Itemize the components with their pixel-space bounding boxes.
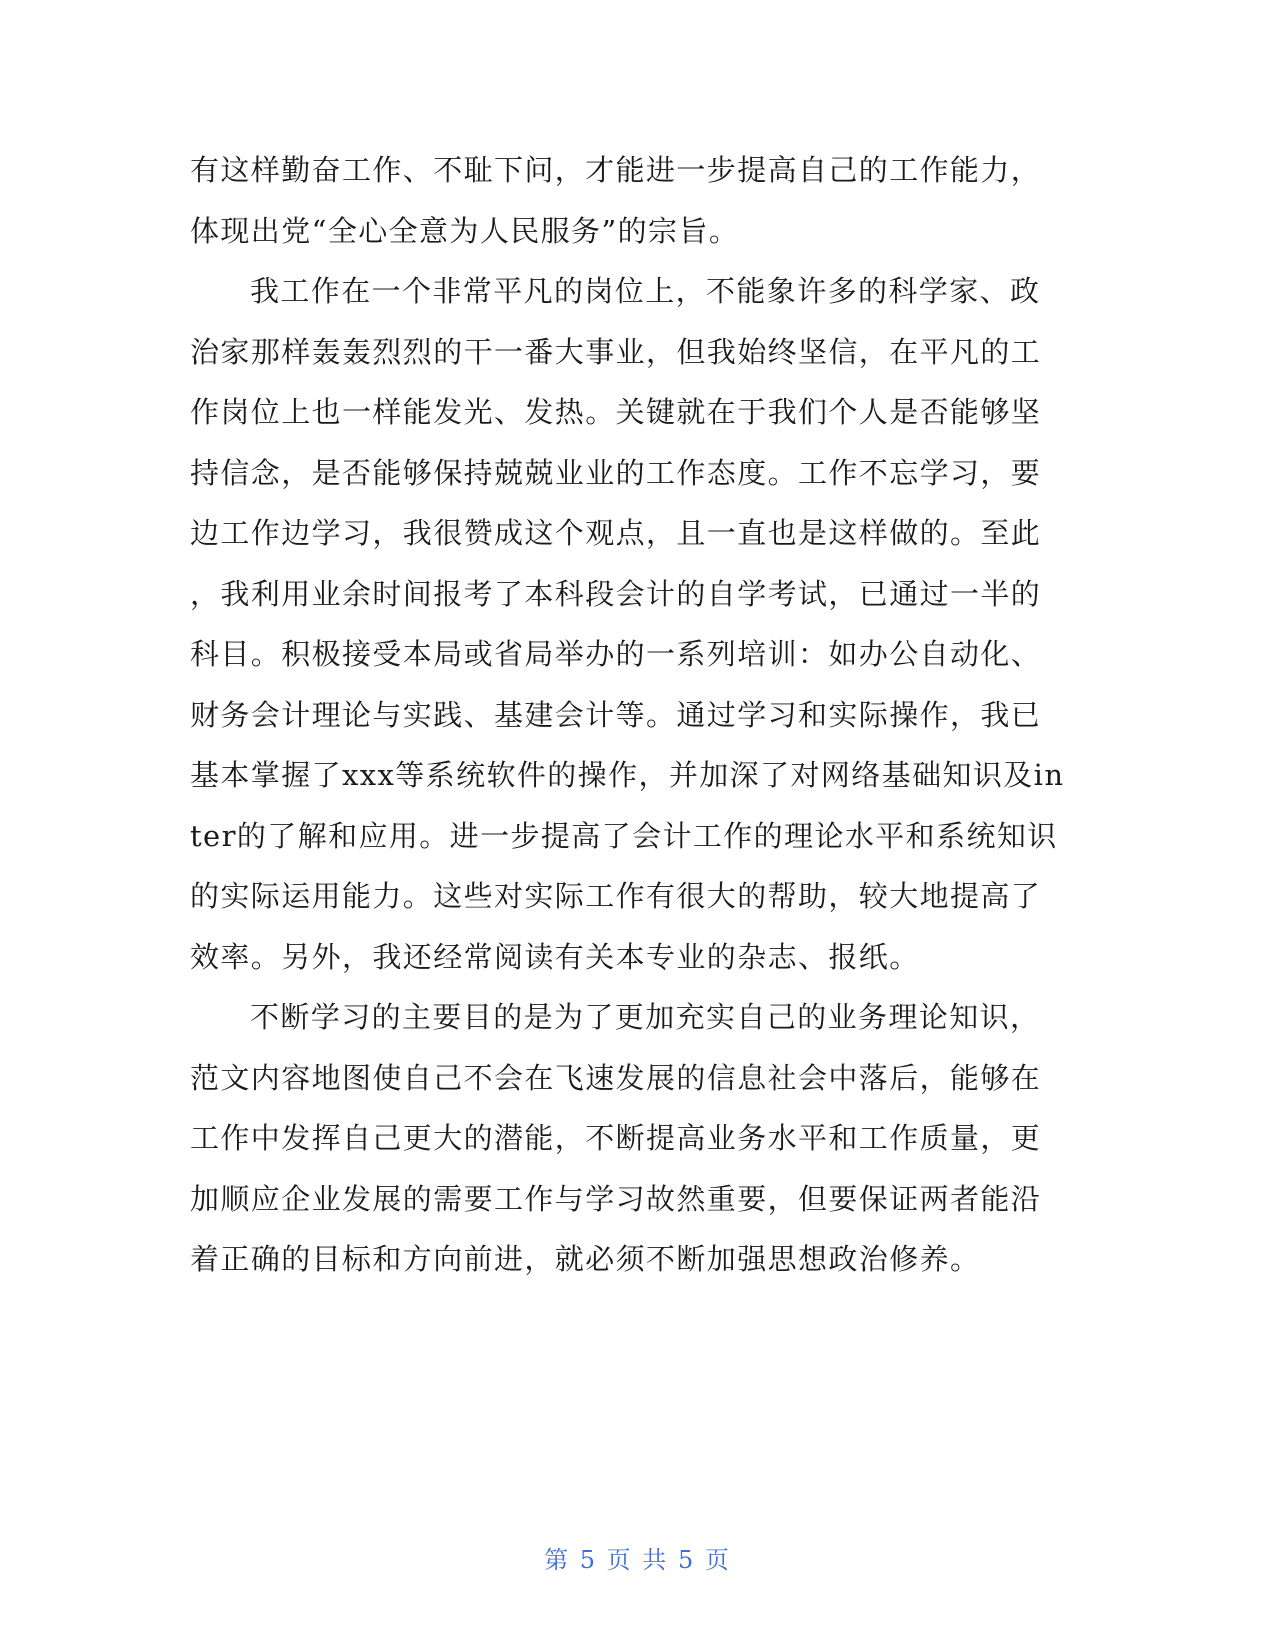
text-line: 体现出党“全心全意为人民服务”的宗旨。 bbox=[190, 213, 740, 248]
text-line: 范文内容地图使自己不会在飞速发展的信息社会中落后，能够在 bbox=[190, 1060, 1042, 1095]
text-line: 有这样勤奋工作、不耻下问，才能进一步提高自己的工作能力， bbox=[190, 153, 1042, 187]
text-line: 财务会计理论与实践、基建会计等。通过学习和实际操作，我已 bbox=[190, 697, 1042, 732]
document-body bbox=[190, 140, 1070, 1290]
text-line: 持信念，是否能够保持兢兢业业的工作态度。工作不忘学习，要 bbox=[190, 455, 1042, 490]
text-line: 作岗位上也一样能发光、发热。关键就在于我们个人是否能够坚 bbox=[190, 395, 1042, 429]
page-number-label: 第 5 页 共 5 页 bbox=[544, 1546, 731, 1574]
text-line: 的实际运用能力。这些对实际工作有很大的帮助，较大地提高了 bbox=[190, 879, 1042, 913]
text-line: ，我利用业余时间报考了本科段会计的自学考试，已通过一半的 bbox=[190, 576, 1042, 611]
text-line: ter的了解和应用。进一步提高了会计工作的理论水平和系统知识 bbox=[190, 818, 1058, 853]
text-line: 工作中发挥自己更大的潜能，不断提高业务水平和工作质量，更 bbox=[190, 1121, 1042, 1155]
text-line: 我工作在一个非常平凡的岗位上，不能象许多的科学家、政 bbox=[250, 274, 1041, 308]
paragraph-3 bbox=[190, 987, 1070, 1290]
text-line: 基本掌握了xxx等系统软件的操作，并加深了对网络基础知识及in bbox=[190, 758, 1065, 792]
text-line: 治家那样轰轰烈烈的干一番大事业，但我始终坚信，在平凡的工 bbox=[190, 334, 1042, 369]
text-line: 边工作边学习，我很赞成这个观点，且一直也是这样做的。至此 bbox=[190, 516, 1042, 550]
paragraph-1 bbox=[190, 140, 1070, 261]
text-line: 科目。积极接受本局或省局举办的一系列培训：如办公自动化、 bbox=[190, 637, 1042, 671]
page-footer bbox=[0, 1540, 1275, 1575]
text-line: 不断学习的主要目的是为了更加充实自己的业务理论知识， bbox=[250, 1000, 1041, 1034]
text-line: 加顺应企业发展的需要工作与学习故然重要，但要保证两者能沿 bbox=[190, 1181, 1042, 1216]
text-line: 效率。另外，我还经常阅读有关本专业的杂志、报纸。 bbox=[190, 939, 920, 974]
paragraph-2 bbox=[190, 261, 1070, 987]
text-line: 着正确的目标和方向前进，就必须不断加强思想政治修养。 bbox=[190, 1242, 981, 1276]
